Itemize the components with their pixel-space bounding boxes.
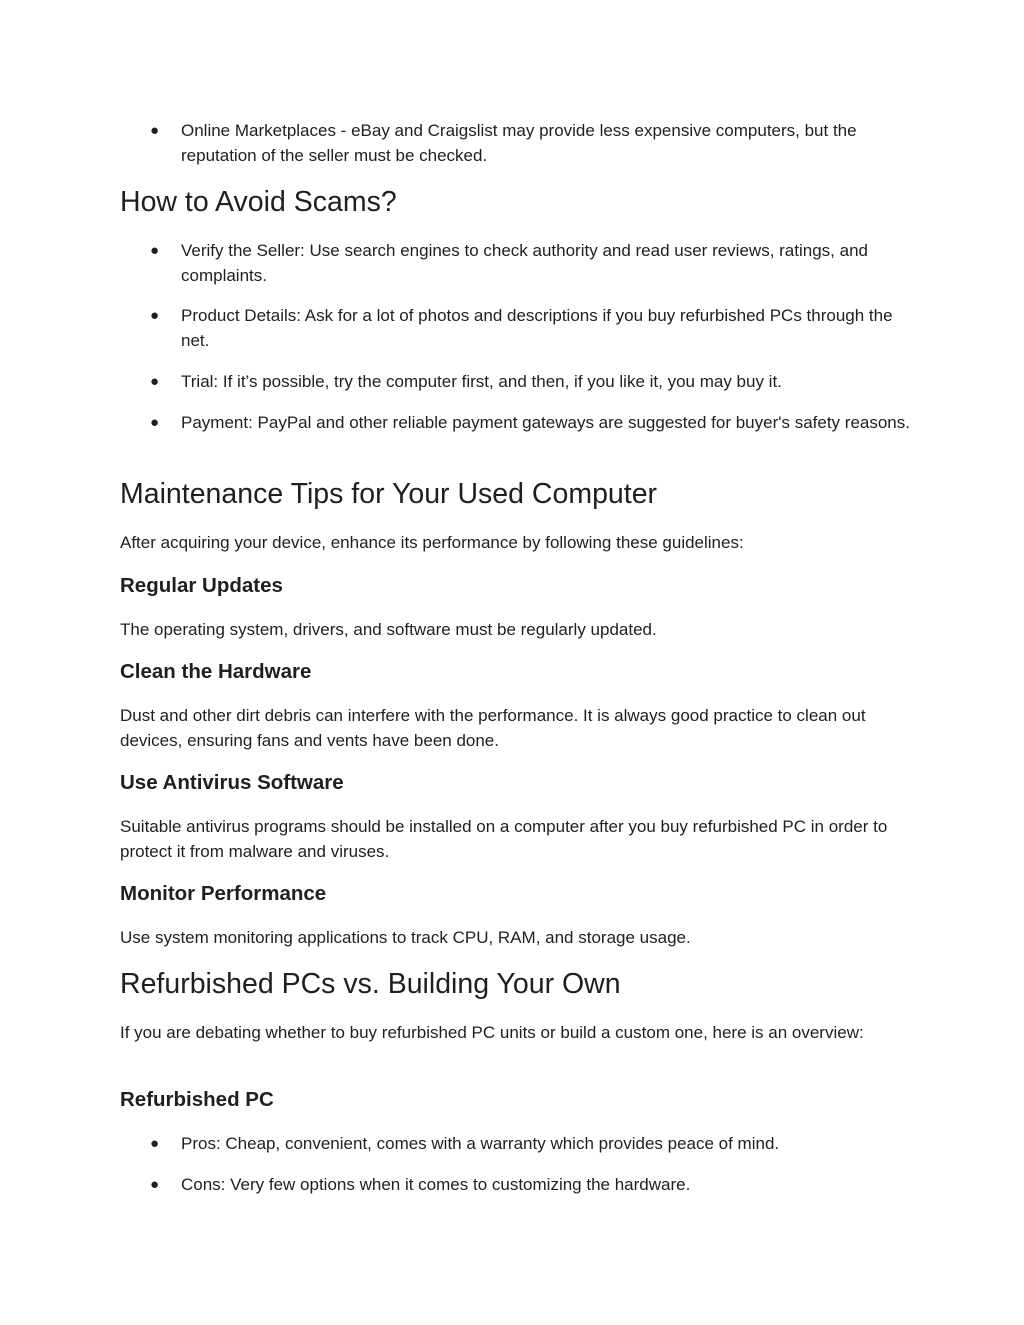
bullet-icon: ● (150, 242, 160, 259)
subheading-antivirus: Use Antivirus Software (120, 771, 344, 794)
list-item-verify-seller (150, 239, 910, 288)
paragraph-regular-updates: The operating system, drivers, and software must be regularly updated. (120, 620, 657, 639)
list-item-text: Cons: Very few options when it comes to customizing the hardware. (181, 1175, 691, 1194)
bullet-icon: ● (150, 307, 160, 324)
heading-avoid-scams: How to Avoid Scams? (120, 186, 397, 218)
list-item-payment (150, 411, 910, 436)
subheading-clean-hardware: Clean the Hardware (120, 660, 312, 683)
list-item-trial (150, 370, 910, 395)
list-item-product-details (150, 304, 910, 353)
list-item-online-marketplaces (150, 119, 910, 168)
list-item-text: Product Details: Ask for a lot of photos and descriptions if you buy refurbished PCs through the net. (181, 306, 893, 350)
list-item-text: Online Marketplaces - eBay and Craigslist may provide less expensive computers, but the reputation of the seller must be checked. (181, 121, 857, 165)
list-item-text: Payment: PayPal and other reliable payment gateways are suggested for buyer's safety reasons. (181, 413, 910, 432)
list-item-pros (150, 1132, 910, 1157)
list-item-cons (150, 1173, 910, 1198)
bullet-icon: ● (150, 414, 160, 431)
list-item-text: Verify the Seller: Use search engines to check authority and read user reviews, ratings, and complaints. (181, 241, 868, 285)
paragraph-monitor-performance: Use system monitoring applications to track CPU, RAM, and storage usage. (120, 928, 691, 947)
maintenance-intro: After acquiring your device, enhance its performance by following these guidelines: (120, 533, 744, 552)
bullet-icon: ● (150, 122, 160, 139)
heading-refurbished-vs-building: Refurbished PCs vs. Building Your Own (120, 968, 621, 1000)
subheading-monitor-performance: Monitor Performance (120, 882, 327, 905)
paragraph-clean-hardware: Dust and other dirt debris can interfere with the performance. It is always good practice to clean out devices, ensuring fans and vents have been done. (120, 706, 866, 750)
heading-maintenance-tips: Maintenance Tips for Your Used Computer (120, 478, 658, 510)
bullet-icon: ● (150, 373, 160, 390)
subheading-regular-updates: Regular Updates (120, 574, 283, 597)
paragraph-antivirus: Suitable antivirus programs should be installed on a computer after you buy refurbished PC in order to protect it from malware and viruses. (120, 817, 888, 861)
list-item-text: Pros: Cheap, convenient, comes with a warranty which provides peace of mind. (181, 1134, 780, 1153)
list-item-text: Trial: If it’s possible, try the computer first, and then, if you like it, you may buy it. (181, 372, 782, 391)
bullet-icon: ● (150, 1176, 160, 1193)
comparison-intro: If you are debating whether to buy refurbished PC units or build a custom one, here is an overview: (120, 1023, 864, 1042)
subheading-refurbished-pc: Refurbished PC (120, 1088, 274, 1111)
bullet-icon: ● (150, 1135, 160, 1152)
